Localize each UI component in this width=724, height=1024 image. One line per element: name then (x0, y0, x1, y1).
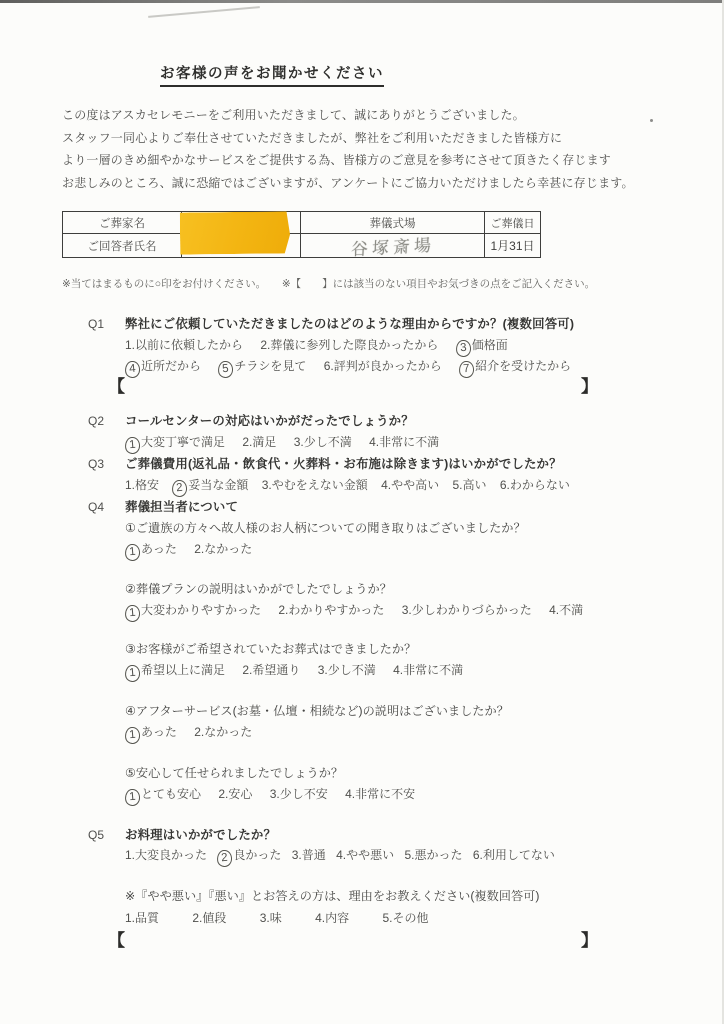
option (125, 542, 177, 559)
comment-bracket-close: 】 (581, 931, 598, 950)
option-number: 3. (269, 787, 280, 801)
question-number: Q1 (88, 317, 105, 331)
option (452, 478, 486, 492)
option-label: 味 (269, 911, 282, 925)
intro-line: お悲しみのところ、誠に恐縮ではございますが、アンケートにご協力いただけましたら幸甚に存じます。 (62, 175, 634, 190)
option (262, 478, 368, 492)
option-number: 4. (369, 435, 380, 449)
option (292, 848, 326, 862)
q4-sub4-question: ④アフターサービス(お墓・仏壇・相続など)の説明はございましたか？ (125, 704, 509, 718)
question-q2 (88, 411, 414, 430)
option-label: 普通 (301, 848, 326, 862)
option-label: 葬儀に参列した際良かったから (270, 338, 439, 352)
option-label: 紹介を受けたから (475, 359, 572, 373)
venue-label: 葬儀式場 (300, 212, 484, 233)
option (324, 359, 442, 373)
option-label: 妥当な金額 (188, 478, 249, 492)
option (402, 603, 532, 617)
option (260, 911, 282, 925)
option-label: 希望通り (252, 663, 301, 677)
option-label: 少し不安 (279, 787, 328, 801)
option-number: 2. (278, 603, 289, 617)
option-label: 希望以上に満足 (141, 663, 226, 677)
option-label: 不満 (559, 603, 584, 617)
option-label: やや高い (391, 478, 440, 492)
title-wrap (0, 62, 544, 87)
q4-sub2-options (125, 601, 583, 622)
option-label: なかった (204, 542, 253, 556)
option (242, 663, 300, 677)
option-number: 6. (472, 848, 483, 862)
question-number: Q3 (88, 457, 105, 471)
comment-bracket-close: 】 (581, 377, 598, 396)
q3-options (125, 476, 580, 497)
option-label: 非常に不満 (403, 663, 464, 677)
page-title: お客様の声をお聞かせください (160, 62, 384, 87)
option (369, 435, 439, 449)
question-number: Q2 (88, 414, 105, 428)
option-number: 3. (401, 603, 412, 617)
circled-option-number: 4 (124, 360, 140, 378)
question-title: コールセンターの対応はいかがだったでしょうか？ (125, 414, 414, 428)
option-label: 良かった (233, 848, 282, 862)
option (393, 663, 463, 677)
option-number: 2. (192, 911, 203, 925)
option-label: 利用してない (482, 848, 555, 862)
option (125, 911, 159, 925)
option-label: 非常に不安 (355, 787, 416, 801)
option-number: 5. (382, 911, 393, 925)
question-title: 弊社にご依頼していただきましたのはどのような理由からですか？(複数回答可) (125, 317, 575, 331)
option (218, 787, 252, 801)
question-title: お料理はいかがでしたか？ (125, 828, 277, 842)
option-label: その他 (392, 911, 429, 925)
question-q3 (88, 454, 562, 473)
scan-streak-artifact (148, 6, 260, 18)
circled-option-number: 2 (217, 849, 233, 867)
question-q5 (88, 825, 276, 844)
option (194, 725, 252, 739)
option-number: 4. (345, 787, 356, 801)
circled-option-number: 3 (455, 339, 471, 357)
option-label: 大変わかりやすかった (141, 603, 262, 617)
circled-option-number: 7 (458, 360, 474, 378)
option (125, 663, 226, 680)
option-label: 格安 (135, 478, 160, 492)
option (473, 848, 555, 862)
q4-sub5-options (125, 785, 415, 806)
scan-speck-artifact (650, 119, 653, 122)
option (192, 911, 226, 925)
option (345, 787, 415, 801)
option (125, 725, 177, 742)
q1-options-line2 (125, 357, 571, 378)
question-title: 葬儀担当者について (125, 500, 239, 514)
option (500, 478, 570, 492)
option (125, 359, 202, 376)
option-number: 2. (194, 542, 205, 556)
option (459, 359, 572, 376)
q5-reason-note: ※『やや悪い』『悪い』とお答えの方は、理由をお教えください(複数回答可) (125, 889, 540, 903)
intro-line: スタッフ一同心よりご奉仕させていただきましたが、弊社をご利用いただきました皆様方に (62, 130, 563, 145)
option-label: 非常に不満 (379, 435, 440, 449)
question-number: Q5 (88, 828, 105, 842)
option-label: あった (141, 542, 177, 556)
option-label: とても安心 (141, 787, 202, 801)
funeral-date-label: ご葬儀日 (484, 212, 540, 233)
q2-options (125, 433, 439, 454)
option-number: 3. (261, 478, 272, 492)
option-number: 2. (242, 435, 253, 449)
q4-sub5-question: ⑤安心して任せられましたでしょうか？ (125, 766, 344, 780)
option-number: 5. (452, 478, 463, 492)
option-number: 3. (293, 435, 304, 449)
option-label: 悪かった (414, 848, 463, 862)
option (125, 603, 262, 620)
option-label: 近所だから (141, 359, 202, 373)
q4-sub2-question: ②葬儀プランの説明はいかがでしたでしょうか？ (125, 582, 392, 596)
option-number: 3. (259, 911, 270, 925)
option-number: 2. (218, 787, 229, 801)
option-number: 1. (125, 848, 136, 862)
option-label: 価格面 (471, 338, 508, 352)
redaction-sticker (180, 211, 290, 254)
option (270, 787, 328, 801)
q1-options-line1 (125, 336, 508, 357)
option (125, 435, 226, 452)
option-number: 6. (323, 359, 334, 373)
option (336, 848, 394, 862)
question-q1 (88, 314, 574, 333)
option-number: 2. (194, 725, 205, 739)
option-label: 少し不満 (327, 663, 376, 677)
option (260, 338, 438, 352)
question-q4 (88, 497, 238, 516)
option-label: 値段 (202, 911, 227, 925)
option (194, 542, 252, 556)
option (456, 338, 508, 355)
option-label: 評判が良かったから (333, 359, 442, 373)
circled-option-number: 2 (172, 479, 188, 497)
option (404, 848, 462, 862)
option (172, 478, 249, 495)
q5-reason-options (125, 909, 459, 926)
option-number: 4. (381, 478, 392, 492)
option-label: 大変良かった (135, 848, 208, 862)
option (217, 848, 282, 865)
family-name-label: ご葬家名 (99, 217, 145, 230)
option (549, 603, 583, 617)
circled-option-number: 1 (124, 604, 140, 622)
funeral-date-value: 1月31日 (490, 239, 535, 253)
respondent-name-label: ご回答者氏名 (63, 233, 181, 257)
option (242, 435, 276, 449)
circled-option-number: 1 (124, 788, 140, 806)
option-label: わからない (509, 478, 570, 492)
comment-bracket-open: 【 (108, 377, 125, 396)
option-number: 1. (125, 338, 136, 352)
intro-line: この度はアスカセレモニーをご利用いただきまして、誠にありがとうございました。 (62, 108, 525, 122)
option-number: 3. (291, 848, 302, 862)
option (318, 663, 376, 677)
option-number: 4. (549, 603, 560, 617)
option-label: なかった (204, 725, 253, 739)
option (381, 478, 439, 492)
instructions-footnote: ※当てはまるものに○印をお付けください。 ※【 】には該当のない項目やお気づきの点をご記入ください。 (62, 278, 596, 290)
option (315, 911, 349, 925)
option-number: 2. (242, 663, 253, 677)
option-label: 少しわかりづらかった (411, 603, 532, 617)
circled-option-number: 1 (124, 436, 140, 454)
option-number: 1. (125, 911, 136, 925)
option (218, 359, 307, 376)
q4-sub3-options (125, 661, 463, 682)
circled-option-number: 1 (124, 664, 140, 682)
comment-bracket-open: 【 (108, 931, 125, 950)
intro-paragraph (62, 104, 634, 194)
option-label: やや悪い (346, 848, 395, 862)
question-number: Q4 (88, 500, 105, 514)
option (294, 435, 352, 449)
option-label: 以前に依頼したから (135, 338, 244, 352)
option-label: 内容 (325, 911, 350, 925)
option-label: チラシを見て (234, 359, 307, 373)
option-label: 満足 (252, 435, 277, 449)
option-number: 1. (125, 478, 136, 492)
option-label: 高い (462, 478, 487, 492)
scan-top-edge-artifact (0, 0, 724, 3)
option-number: 3. (317, 663, 328, 677)
funeral-date-cell (484, 233, 540, 257)
option (125, 478, 159, 492)
q4-sub3-question: ③お客様がご希望されていたお葬式はできましたか？ (125, 642, 417, 656)
option-number: 6. (499, 478, 510, 492)
venue-value-cell (300, 233, 484, 260)
option-number: 4. (336, 848, 347, 862)
question-title: ご葬儀費用(返礼品・飲食代・火葬料・お布施は除きます)はいかがでしたか？ (125, 457, 562, 471)
option-label: 少し不満 (303, 435, 352, 449)
option (125, 787, 202, 804)
option-label: 大変丁寧で満足 (141, 435, 226, 449)
option (125, 338, 243, 352)
option (278, 603, 384, 617)
info-table (62, 211, 541, 258)
q4-sub4-options (125, 723, 252, 744)
option (383, 911, 429, 925)
option-number: 2. (260, 338, 271, 352)
circled-option-number: 5 (218, 360, 234, 378)
option (125, 848, 207, 862)
q4-sub1-question: ①ご遺族の方々へ故人様のお人柄についての聞き取りはございましたか？ (125, 521, 526, 535)
option-number: 4. (393, 663, 404, 677)
circled-option-number: 1 (124, 543, 140, 561)
option-number: 5. (404, 848, 415, 862)
option-label: 品質 (135, 911, 160, 925)
handwritten-venue: 谷塚斎場 (350, 235, 435, 260)
q5-options (125, 846, 562, 867)
option-label: わかりやすかった (288, 603, 385, 617)
intro-line: より一層のきめ細やかなサービスをご提供する為、皆様方のご意見を参考にさせて頂きたく存じます (62, 153, 612, 167)
option-label: あった (141, 725, 177, 739)
q4-sub1-options (125, 540, 252, 561)
circled-option-number: 1 (124, 726, 140, 744)
option-label: やむをえない金額 (271, 478, 368, 492)
option-number: 4. (315, 911, 326, 925)
option-label: 安心 (228, 787, 253, 801)
